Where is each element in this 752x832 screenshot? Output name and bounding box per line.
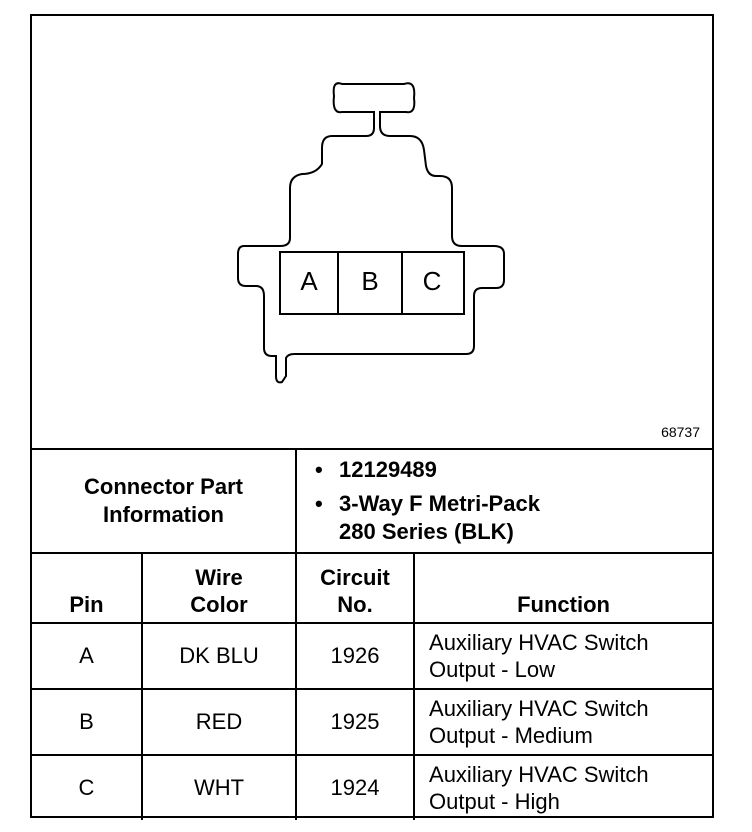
header-circuit-line2: No. (337, 592, 373, 617)
connector-label-line1: Connector Part (84, 474, 243, 499)
function-line2: Output - High (429, 789, 560, 814)
header-wire-line2: Color (190, 592, 248, 617)
pin-label-b: B (361, 266, 379, 296)
figure-number: 68737 (661, 424, 700, 440)
connector-part-info (296, 450, 712, 553)
cell-pin: C (32, 755, 142, 820)
connector-info-row (32, 450, 712, 553)
function-line2: Output - Medium (429, 723, 593, 748)
cell-function (414, 689, 712, 755)
table-row (32, 623, 712, 689)
table-header-row (32, 553, 712, 623)
connector-description (339, 490, 712, 546)
cell-circuit: 1926 (296, 623, 414, 689)
connector-outline (32, 16, 712, 448)
cell-pin: A (32, 623, 142, 689)
table-row (32, 755, 712, 820)
function-line2: Output - Low (429, 657, 555, 682)
function-line1: Auxiliary HVAC Switch (429, 762, 649, 787)
pin-label-c: C (422, 266, 442, 296)
header-circuit-line1: Circuit (320, 565, 390, 590)
pinout-table (32, 450, 712, 820)
connector-label-line2: Information (103, 502, 224, 527)
header-wire-line1: Wire (195, 565, 243, 590)
pin-label-a: A (300, 266, 318, 296)
cell-circuit: 1925 (296, 689, 414, 755)
header-circuit-no (296, 553, 414, 623)
part-number: • 12129489 (339, 456, 712, 484)
cell-wire-color: WHT (142, 755, 296, 820)
cell-pin: B (32, 689, 142, 755)
function-line1: Auxiliary HVAC Switch (429, 630, 649, 655)
connector-drawing-panel (32, 16, 712, 450)
header-wire-color (142, 553, 296, 623)
table-row (32, 689, 712, 755)
cell-function (414, 623, 712, 689)
cell-function (414, 755, 712, 820)
connector-body-outline (238, 83, 504, 382)
header-function: Function (414, 553, 712, 623)
cell-wire-color: DK BLU (142, 623, 296, 689)
function-line1: Auxiliary HVAC Switch (429, 696, 649, 721)
connector-part-label (32, 450, 296, 553)
cell-wire-color: RED (142, 689, 296, 755)
description-line2: 280 Series (BLK) (339, 519, 514, 544)
header-pin: Pin (32, 553, 142, 623)
cell-circuit: 1924 (296, 755, 414, 820)
description-line1: • 3-Way F Metri-Pack (339, 491, 540, 516)
connector-diagram-frame (30, 14, 714, 818)
